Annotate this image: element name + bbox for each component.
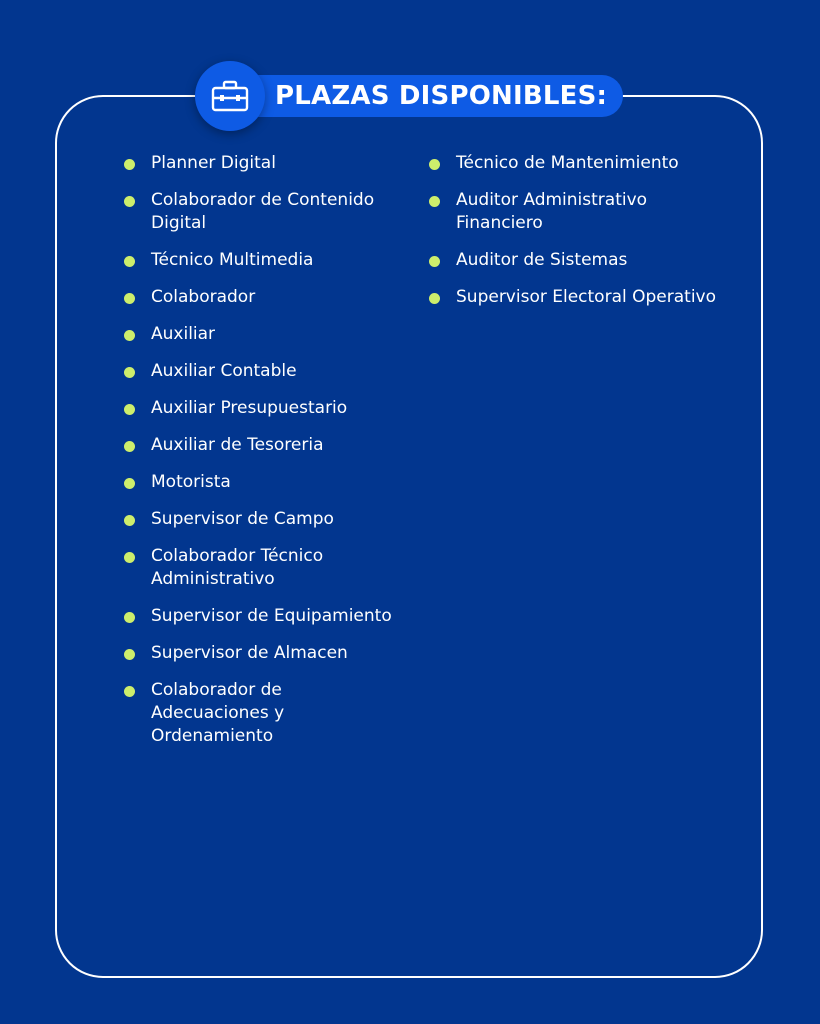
list-item	[124, 189, 394, 235]
position-label: Técnico Multimedia	[151, 250, 314, 270]
positions-list-left	[124, 152, 394, 762]
bullet-dot	[124, 686, 135, 697]
bullet-dot	[124, 441, 135, 452]
position-label: Supervisor de Equipamiento	[151, 606, 392, 626]
list-item	[124, 152, 394, 175]
bullet-dot	[429, 256, 440, 267]
bullet-dot	[124, 612, 135, 623]
bullet-dot	[124, 330, 135, 341]
list-item	[124, 397, 394, 420]
list-item	[124, 679, 394, 748]
briefcase-icon	[195, 61, 265, 131]
position-label: Auxiliar Contable	[151, 361, 297, 381]
list-item	[429, 249, 729, 272]
header	[195, 61, 607, 131]
list-item	[124, 545, 394, 591]
bullet-dot	[124, 256, 135, 267]
position-label: Supervisor de Almacen	[151, 643, 348, 663]
bullet-dot	[124, 404, 135, 415]
position-label: Técnico de Mantenimiento	[456, 153, 679, 173]
list-item	[124, 286, 394, 309]
position-label: Auditor de Sistemas	[456, 250, 628, 270]
bullet-dot	[124, 552, 135, 563]
position-label: Motorista	[151, 472, 231, 492]
list-item	[124, 434, 394, 457]
list-item	[124, 323, 394, 346]
position-label: Auxiliar	[151, 324, 216, 344]
bullet-dot	[124, 367, 135, 378]
list-item	[124, 508, 394, 531]
bullet-dot	[124, 293, 135, 304]
list-item	[124, 605, 394, 628]
position-label: Colaborador de Contenido Digital	[151, 190, 375, 233]
position-label: Colaborador	[151, 287, 256, 307]
list-item	[429, 152, 729, 175]
list-item	[429, 189, 729, 235]
bullet-dot	[124, 159, 135, 170]
position-label: Colaborador Técnico Administrativo	[151, 546, 324, 589]
list-item	[124, 642, 394, 665]
position-label: Auxiliar Presupuestario	[151, 398, 348, 418]
bullet-dot	[124, 515, 135, 526]
position-label: Supervisor de Campo	[151, 509, 334, 529]
bullet-dot	[429, 159, 440, 170]
list-item	[429, 286, 729, 309]
bullet-dot	[124, 478, 135, 489]
position-label: Colaborador de Adecuaciones y Ordenamiento	[151, 680, 285, 746]
bullet-dot	[429, 293, 440, 304]
list-item	[124, 471, 394, 494]
bullet-dot	[429, 196, 440, 207]
position-label: Auxiliar de Tesoreria	[151, 435, 324, 455]
position-label: Auditor Administrativo Financiero	[456, 190, 648, 233]
positions-list-right	[429, 152, 729, 323]
bullet-dot	[124, 649, 135, 660]
list-item	[124, 249, 394, 272]
position-label: Planner Digital	[151, 153, 276, 173]
position-label: Supervisor Electoral Operativo	[456, 287, 716, 307]
page-title: PLAZAS DISPONIBLES:	[275, 81, 608, 111]
bullet-dot	[124, 196, 135, 207]
list-item	[124, 360, 394, 383]
